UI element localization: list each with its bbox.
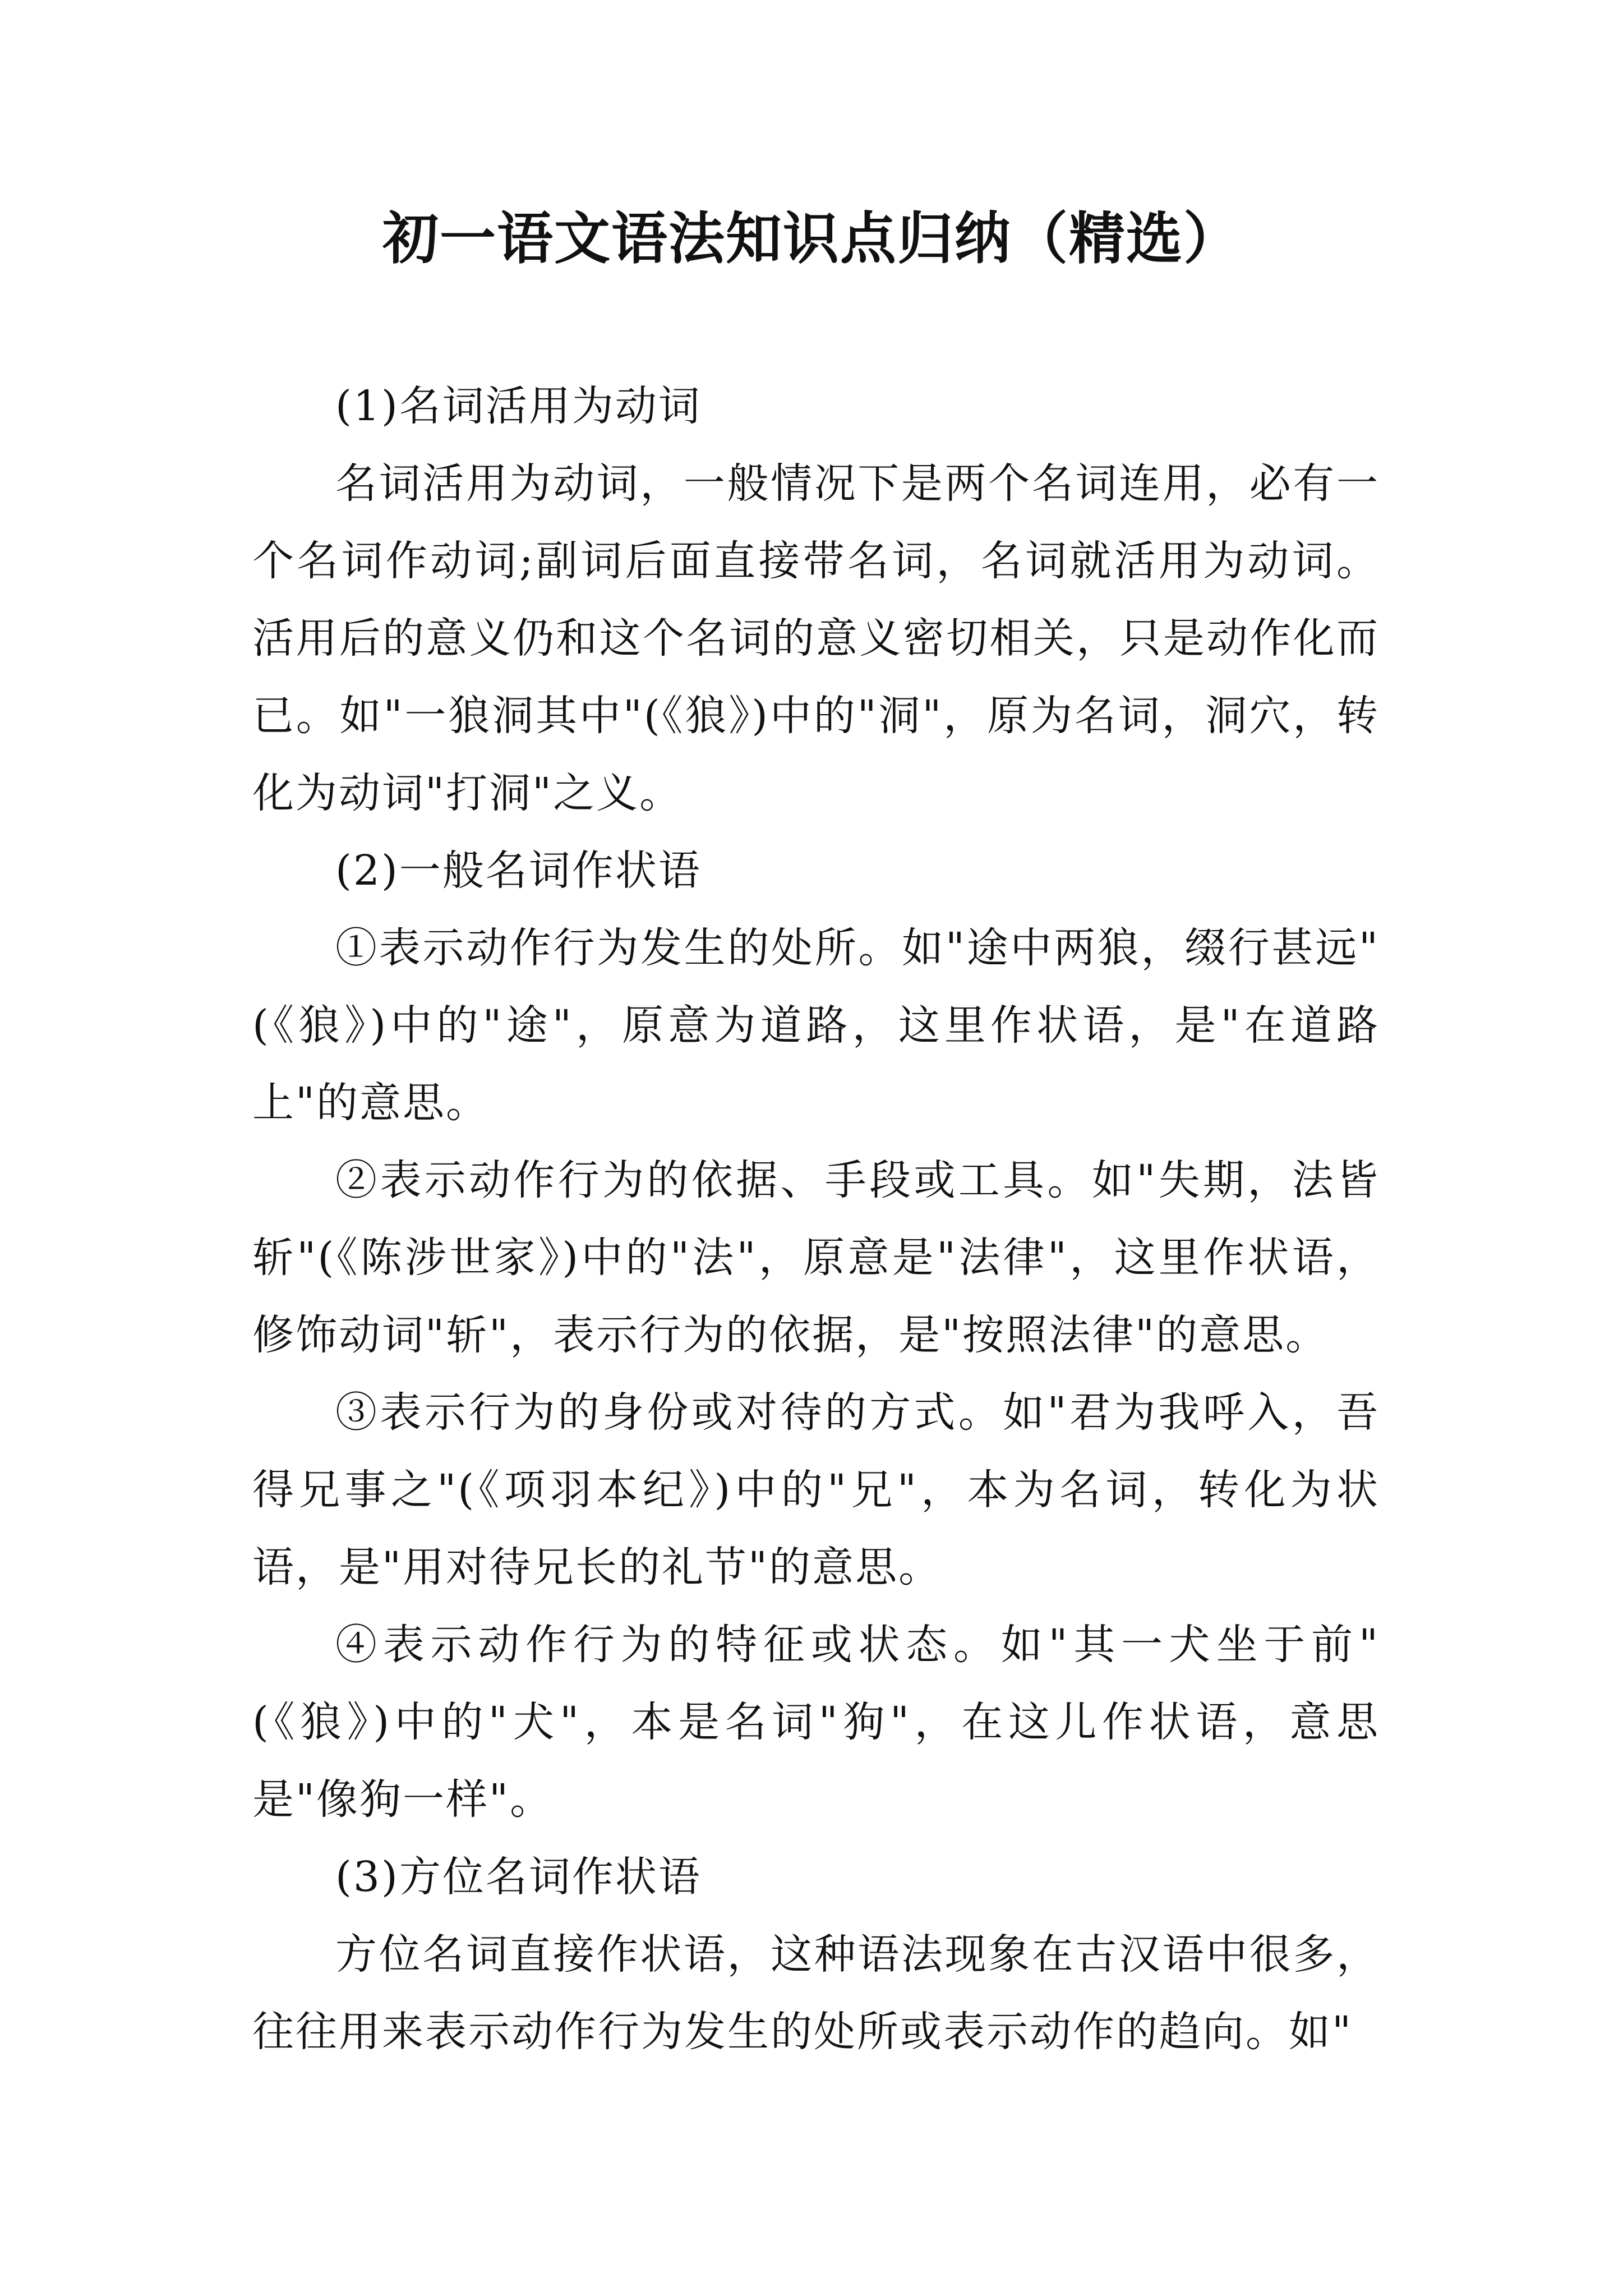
paragraph: 方位名词直接作状语，这种语法现象在古汉语中很多，往往用来表示动作行为发生的处所或表示动作的趋向。如" [252, 1930, 1380, 2056]
section-heading: (1)名词活用为动词 [335, 382, 702, 430]
section-heading: (2)一般名词作状语 [335, 846, 702, 895]
paragraph: 名词活用为动词，一般情况下是两个名词连用，必有一个名词作动词;副词后面直接带名词，名词就活用为动词。活用后的意义仍和这个名词的意义密切相关，只是动作化而已。如"一狼洞其中"(《狼》)中的"洞"，原为名词，洞穴，转化为动词"打洞"之义。 [252, 459, 1380, 817]
paragraph: ③表示行为的身份或对待的方式。如"君为我呼入，吾得兄事之"(《项羽本纪》)中的"兄"，本为名词，转化为状语，是"用对待兄长的礼节"的意思。 [252, 1388, 1380, 1591]
paragraph: ①表示动作行为发生的处所。如"途中两狼，缀行甚远"(《狼》)中的"途"，原意为道路，这里作状语，是"在道路上"的意思。 [252, 924, 1380, 1127]
section-heading: (3)方位名词作状语 [335, 1853, 702, 1901]
paragraph: ②表示动作行为的依据、手段或工具。如"失期，法皆斩"(《陈涉世家》)中的"法"，原意是"法律"，这里作状语，修饰动词"斩"，表示行为的依据，是"按照法律"的意思。 [252, 1156, 1380, 1359]
paragraph: ④表示动作行为的特征或状态。如"其一犬坐于前"(《狼》)中的"犬"，本是名词"狗"，在这儿作状语，意思是"像狗一样"。 [252, 1621, 1380, 1824]
document-body [252, 367, 1380, 2070]
document-title: 初一语文语法知识点归纳（精选） [382, 205, 1241, 272]
